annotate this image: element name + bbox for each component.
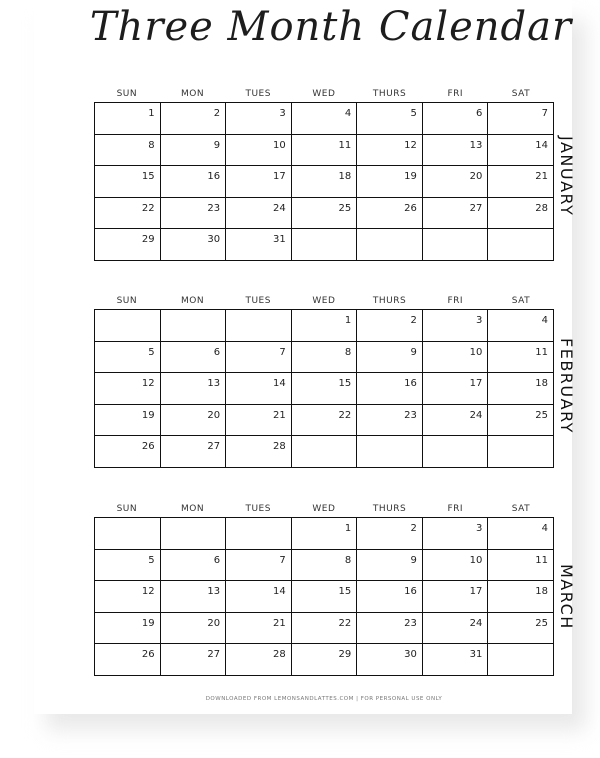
week-row: [95, 310, 554, 342]
day-cell[interactable]: [357, 103, 423, 135]
day-cell[interactable]: [226, 310, 292, 342]
day-cell[interactable]: [291, 341, 357, 373]
month-label-february: FEBRUARY: [557, 338, 576, 434]
day-cell[interactable]: [95, 644, 161, 676]
day-cell[interactable]: [488, 341, 554, 373]
day-cell[interactable]: [357, 197, 423, 229]
day-cell[interactable]: [488, 612, 554, 644]
weekday-header-row: [94, 293, 554, 309]
month-block-january: [94, 86, 554, 261]
day-cell[interactable]: [357, 549, 423, 581]
day-number: 7: [279, 554, 286, 566]
week-row: [95, 197, 554, 229]
day-number: 27: [469, 202, 483, 214]
day-number: 24: [469, 617, 483, 629]
day-cell[interactable]: [488, 644, 554, 676]
weekday-label: THURS: [372, 504, 407, 514]
day-cell[interactable]: [488, 310, 554, 342]
day-cell[interactable]: [95, 549, 161, 581]
day-number: 12: [141, 586, 155, 597]
day-number: 21: [535, 171, 548, 182]
day-cell[interactable]: [357, 310, 423, 342]
weekday-label: SAT: [511, 296, 531, 306]
day-number: [292, 229, 357, 234]
weekday-label: THURS: [372, 296, 407, 306]
day-cell[interactable]: [160, 549, 226, 581]
day-number: 16: [404, 586, 417, 597]
day-cell[interactable]: [95, 310, 161, 342]
day-number: 22: [338, 409, 352, 421]
day-cell[interactable]: [226, 518, 292, 550]
day-number: 29: [338, 649, 352, 660]
day-number: 9: [410, 554, 417, 566]
week-row: [95, 581, 554, 613]
day-cell[interactable]: [422, 197, 488, 229]
weekday-label: FRI: [447, 296, 464, 306]
month-label-march: MARCH: [557, 564, 576, 630]
day-cell[interactable]: [95, 229, 161, 261]
week-row: [95, 644, 554, 676]
day-number: 23: [404, 617, 417, 629]
day-cell[interactable]: [95, 612, 161, 644]
weekday-label: THURS: [372, 89, 407, 99]
day-cell[interactable]: [291, 134, 357, 166]
day-number: 8: [344, 346, 352, 358]
week-row: [95, 229, 554, 261]
weekday-label: TUES: [245, 296, 271, 306]
day-cell[interactable]: [160, 518, 226, 550]
day-cell[interactable]: [422, 373, 488, 405]
day-number: 4: [344, 108, 352, 119]
day-cell[interactable]: [488, 549, 554, 581]
day-number: 5: [148, 346, 155, 358]
day-number: 1: [148, 108, 155, 119]
day-cell[interactable]: [357, 373, 423, 405]
day-number: 7: [279, 346, 286, 358]
weekday-header-row: [94, 501, 554, 517]
day-cell[interactable]: [95, 581, 161, 613]
day-number: 14: [272, 586, 286, 597]
day-number: 20: [207, 617, 221, 629]
day-cell[interactable]: [357, 404, 423, 436]
day-number: 11: [535, 554, 548, 566]
day-cell[interactable]: [291, 166, 357, 198]
day-number: 17: [272, 171, 286, 182]
day-number: 31: [469, 649, 483, 660]
day-cell[interactable]: [291, 197, 357, 229]
day-cell[interactable]: [357, 166, 423, 198]
day-number: 12: [141, 378, 155, 389]
day-number: 9: [410, 346, 417, 358]
day-cell[interactable]: [357, 229, 423, 261]
day-number: 2: [213, 108, 221, 119]
day-number: 17: [469, 586, 483, 597]
week-row: [95, 518, 554, 550]
day-cell[interactable]: [291, 229, 357, 261]
day-cell[interactable]: [488, 436, 554, 468]
day-number: 26: [141, 441, 155, 452]
day-cell[interactable]: [160, 197, 226, 229]
day-cell[interactable]: [422, 612, 488, 644]
day-cell[interactable]: [226, 581, 292, 613]
day-cell[interactable]: [95, 436, 161, 468]
day-cell[interactable]: [95, 373, 161, 405]
day-cell[interactable]: [422, 404, 488, 436]
day-number: 21: [272, 409, 286, 421]
day-number: 10: [469, 346, 483, 358]
day-cell[interactable]: [422, 134, 488, 166]
day-number: 21: [272, 617, 286, 629]
day-cell[interactable]: [357, 581, 423, 613]
day-number: 3: [279, 108, 286, 119]
day-number: 31: [272, 234, 286, 245]
day-number: 25: [535, 617, 548, 629]
day-number: 27: [207, 441, 221, 452]
day-number: 15: [141, 171, 155, 182]
day-cell[interactable]: [226, 436, 292, 468]
day-number: 4: [541, 523, 548, 534]
day-number: 30: [404, 649, 417, 660]
weekday-label: SAT: [511, 504, 531, 514]
day-number: 2: [410, 523, 417, 534]
day-number: 19: [404, 171, 417, 182]
day-cell[interactable]: [226, 229, 292, 261]
day-cell[interactable]: [95, 134, 161, 166]
day-number: 5: [148, 554, 155, 566]
day-number: 15: [338, 586, 352, 597]
weekday-label: MON: [180, 89, 205, 99]
day-number: 8: [148, 139, 155, 151]
calendar-grid-january: [94, 102, 554, 261]
day-number: 16: [207, 171, 221, 182]
day-cell[interactable]: [160, 134, 226, 166]
weekday-label: WED: [312, 89, 336, 99]
day-cell[interactable]: [226, 341, 292, 373]
day-cell[interactable]: [291, 612, 357, 644]
day-cell[interactable]: [291, 644, 357, 676]
day-number: 26: [141, 649, 155, 660]
week-row: [95, 373, 554, 405]
day-number: 30: [207, 234, 221, 245]
day-cell[interactable]: [357, 518, 423, 550]
weekday-label: WED: [312, 504, 336, 514]
day-number: 24: [272, 202, 286, 214]
calendar-grid-february: [94, 309, 554, 468]
day-number: 10: [469, 554, 483, 566]
day-cell[interactable]: [226, 103, 292, 135]
day-cell[interactable]: [291, 549, 357, 581]
day-cell[interactable]: [160, 612, 226, 644]
day-number: 26: [404, 202, 417, 214]
week-row: [95, 549, 554, 581]
day-number: 17: [469, 378, 483, 389]
day-cell[interactable]: [160, 436, 226, 468]
day-cell[interactable]: [160, 229, 226, 261]
day-number: [488, 436, 553, 441]
day-number: [357, 229, 422, 234]
day-cell[interactable]: [95, 166, 161, 198]
day-cell[interactable]: [291, 581, 357, 613]
day-cell[interactable]: [226, 612, 292, 644]
day-cell[interactable]: [226, 549, 292, 581]
day-cell[interactable]: [226, 644, 292, 676]
day-number: 28: [535, 202, 548, 214]
weekday-label: SUN: [116, 296, 138, 306]
week-row: [95, 612, 554, 644]
day-cell[interactable]: [422, 166, 488, 198]
day-cell[interactable]: [160, 373, 226, 405]
day-number: 18: [535, 586, 548, 597]
day-cell[interactable]: [226, 166, 292, 198]
day-number: [292, 436, 357, 441]
day-number: 20: [469, 171, 483, 182]
weekday-header-row: [94, 86, 554, 102]
day-cell[interactable]: [357, 612, 423, 644]
day-number: 10: [272, 139, 286, 151]
day-cell[interactable]: [422, 341, 488, 373]
day-cell[interactable]: [291, 436, 357, 468]
day-number: [423, 229, 488, 234]
day-cell[interactable]: [422, 310, 488, 342]
day-number: 28: [272, 649, 286, 660]
day-number: 22: [141, 202, 155, 214]
day-cell[interactable]: [488, 229, 554, 261]
day-number: 20: [207, 409, 221, 421]
day-cell[interactable]: [488, 581, 554, 613]
day-cell[interactable]: [95, 518, 161, 550]
day-cell[interactable]: [226, 197, 292, 229]
day-number: 3: [476, 523, 483, 534]
day-cell[interactable]: [226, 404, 292, 436]
day-number: 11: [338, 139, 352, 151]
day-number: [226, 310, 291, 315]
day-number: 18: [535, 378, 548, 389]
month-block-february: [94, 293, 554, 468]
day-number: 23: [404, 409, 417, 421]
day-number: 5: [410, 108, 417, 119]
week-row: [95, 166, 554, 198]
day-number: 23: [207, 202, 221, 214]
week-row: [95, 404, 554, 436]
day-number: [161, 518, 226, 523]
day-number: 6: [213, 554, 221, 566]
day-cell[interactable]: [226, 373, 292, 405]
day-cell[interactable]: [357, 644, 423, 676]
month-block-march: [94, 501, 554, 676]
week-row: [95, 341, 554, 373]
day-number: 13: [207, 586, 221, 597]
day-cell[interactable]: [160, 341, 226, 373]
day-number: 6: [476, 108, 483, 119]
day-number: [423, 436, 488, 441]
day-cell[interactable]: [488, 373, 554, 405]
weekday-label: TUES: [245, 89, 271, 99]
day-number: [488, 644, 553, 649]
weekday-label: SUN: [116, 504, 138, 514]
day-number: 7: [541, 108, 548, 119]
day-number: 9: [213, 139, 221, 151]
weekday-label: MON: [180, 296, 205, 306]
day-number: 24: [469, 409, 483, 421]
weekday-label: FRI: [447, 504, 464, 514]
day-number: [95, 518, 160, 523]
day-cell[interactable]: [357, 436, 423, 468]
day-cell[interactable]: [422, 436, 488, 468]
day-cell[interactable]: [488, 518, 554, 550]
day-number: 8: [344, 554, 352, 566]
day-cell[interactable]: [422, 229, 488, 261]
day-cell[interactable]: [422, 581, 488, 613]
day-number: 14: [272, 378, 286, 389]
day-cell[interactable]: [95, 404, 161, 436]
day-cell[interactable]: [422, 549, 488, 581]
day-number: 3: [476, 315, 483, 326]
day-number: 22: [338, 617, 352, 629]
day-number: 28: [272, 441, 286, 452]
day-number: [226, 518, 291, 523]
day-number: 18: [338, 171, 352, 182]
day-number: 2: [410, 315, 417, 326]
day-cell[interactable]: [488, 404, 554, 436]
week-row: [95, 134, 554, 166]
day-cell[interactable]: [422, 644, 488, 676]
day-number: 13: [469, 139, 483, 151]
day-number: 1: [344, 523, 352, 534]
day-cell[interactable]: [291, 310, 357, 342]
week-row: [95, 103, 554, 135]
day-cell[interactable]: [160, 644, 226, 676]
day-number: 27: [207, 649, 221, 660]
day-cell[interactable]: [422, 103, 488, 135]
day-number: 13: [207, 378, 221, 389]
day-number: [357, 436, 422, 441]
day-number: 25: [535, 409, 548, 421]
day-number: 12: [404, 139, 417, 151]
day-cell[interactable]: [226, 134, 292, 166]
week-row: [95, 436, 554, 468]
day-number: 11: [535, 346, 548, 358]
day-cell[interactable]: [357, 134, 423, 166]
weekday-label: FRI: [447, 89, 464, 99]
day-cell[interactable]: [95, 103, 161, 135]
weekday-label: WED: [312, 296, 336, 306]
day-cell[interactable]: [95, 341, 161, 373]
day-number: 19: [141, 617, 155, 629]
day-cell[interactable]: [160, 103, 226, 135]
day-number: 14: [535, 139, 548, 151]
day-cell[interactable]: [291, 518, 357, 550]
day-number: 29: [141, 234, 155, 245]
weekday-label: MON: [180, 504, 205, 514]
day-cell[interactable]: [160, 581, 226, 613]
day-number: 25: [338, 202, 352, 214]
day-number: [161, 310, 226, 315]
weekday-label: SUN: [116, 89, 138, 99]
calendar-grid-march: [94, 517, 554, 676]
day-cell[interactable]: [488, 134, 554, 166]
day-cell[interactable]: [160, 310, 226, 342]
day-number: 6: [213, 346, 221, 358]
weekday-label: SAT: [511, 89, 531, 99]
day-number: 16: [404, 378, 417, 389]
day-cell[interactable]: [357, 341, 423, 373]
weekday-label: TUES: [245, 504, 271, 514]
day-number: [95, 310, 160, 315]
day-number: [488, 229, 553, 234]
day-cell[interactable]: [95, 197, 161, 229]
day-cell[interactable]: [488, 103, 554, 135]
month-label-january: JANUARY: [557, 136, 576, 217]
day-cell[interactable]: [422, 518, 488, 550]
day-cell[interactable]: [291, 404, 357, 436]
day-number: 15: [338, 378, 352, 389]
footer-note: DOWNLOADED FROM LEMONSANDLATTES.COM | FOR PERSONAL USE ONLY: [205, 696, 443, 702]
day-cell[interactable]: [291, 103, 357, 135]
day-number: 1: [344, 315, 352, 326]
day-cell[interactable]: [291, 373, 357, 405]
day-cell[interactable]: [488, 166, 554, 198]
day-number: 4: [541, 315, 548, 326]
day-cell[interactable]: [488, 197, 554, 229]
page-title: Three Month Calendar: [89, 4, 573, 50]
day-cell[interactable]: [160, 404, 226, 436]
day-cell[interactable]: [160, 166, 226, 198]
day-number: 19: [141, 409, 155, 421]
